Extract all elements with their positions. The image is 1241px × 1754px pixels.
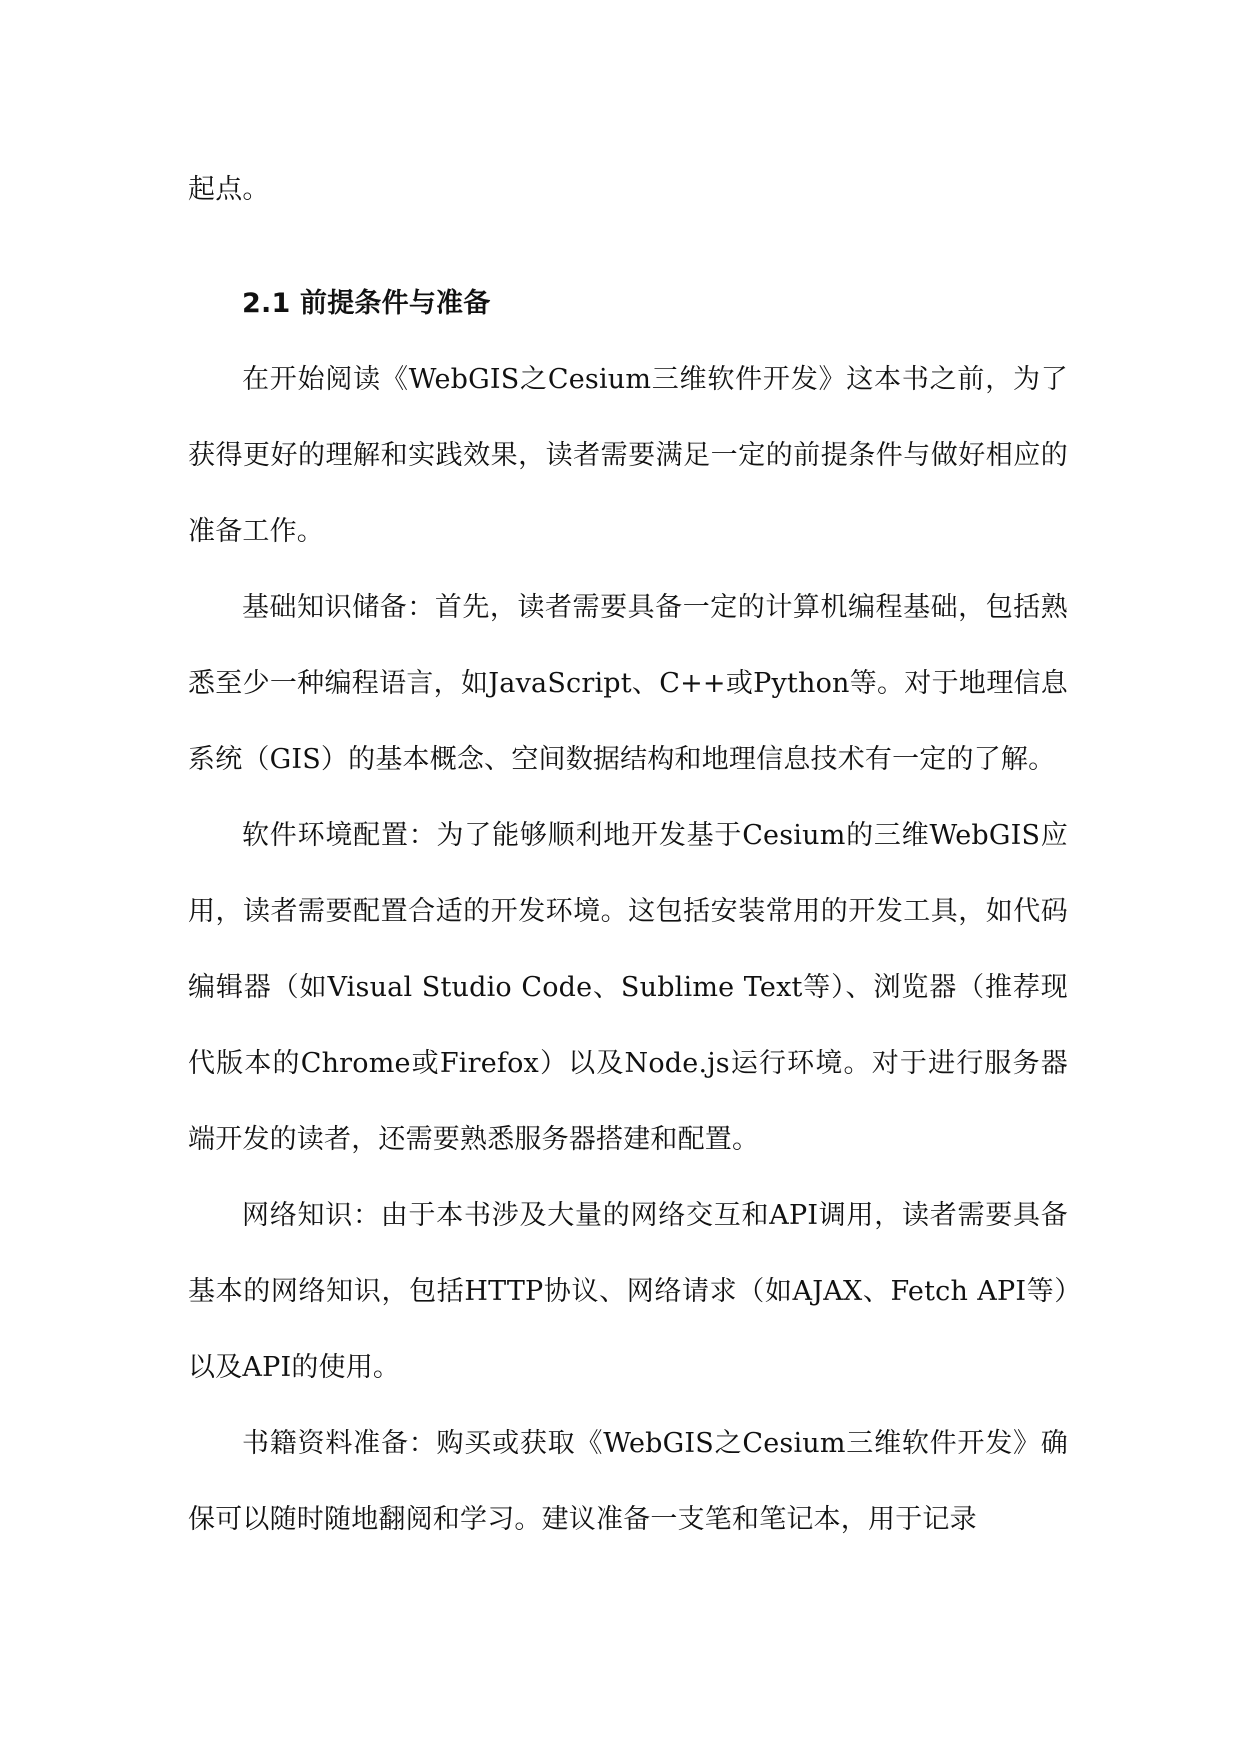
paragraph-network-knowledge: 网络知识：由于本书涉及大量的网络交互和API调用，读者需要具备基本的网络知识，包括HTTP协议、网络请求（如AJAX、Fetch API等）以及API的使用。 (188, 1200, 1068, 1383)
paragraph-software-environment: 软件环境配置：为了能够顺利地开发基于Cesium的三维WebGIS应用，读者需要配置合适的开发环境。这包括安装常用的开发工具，如代码编辑器（如Visual Studio Code、Sublime Text等）、浏览器（推荐现代版本的Chrome或Firefox）以及Node.js运行环境。对于进行服务器端开发的读者，还需要熟悉服务器搭建和配置。 (188, 820, 1068, 1155)
paragraph-book-materials: 书籍资料准备：购买或获取《WebGIS之Cesium三维软件开发》确保可以随时随地翻阅和学习。建议准备一支笔和笔记本，用于记录 (188, 1428, 1068, 1535)
continuation-text: 起点。 (188, 174, 270, 205)
paragraph-basic-knowledge: 基础知识储备：首先，读者需要具备一定的计算机编程基础，包括熟悉至少一种编程语言，如JavaScript、C++或Python等。对于地理信息系统（GIS）的基本概念、空间数据结构和地理信息技术有一定的了解。 (188, 592, 1068, 775)
paragraph-intro: 在开始阅读《WebGIS之Cesium三维软件开发》这本书之前，为了获得更好的理解和实践效果，读者需要满足一定的前提条件与做好相应的准备工作。 (188, 364, 1068, 547)
section-heading: 2.1 前提条件与准备 (242, 288, 491, 319)
document-body (188, 152, 1068, 1558)
